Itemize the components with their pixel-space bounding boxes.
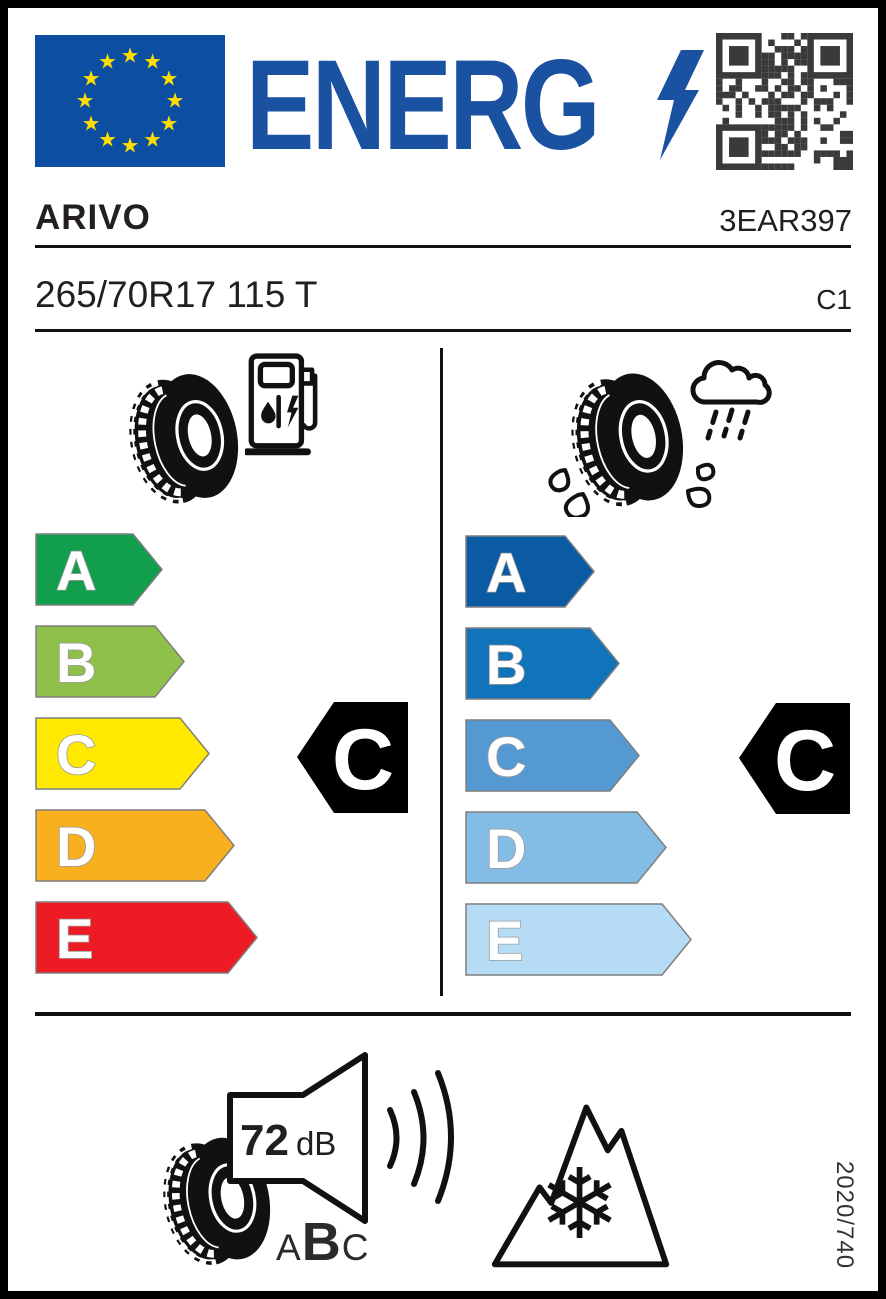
- wet-rating-letter: C: [773, 713, 837, 809]
- eu-star-icon: ★: [143, 128, 162, 152]
- wet-grade-letter-d: D: [486, 817, 527, 880]
- noise-level: [240, 1116, 336, 1166]
- fuel-grade-letter-b: B: [56, 631, 97, 694]
- noise-class-a: A: [276, 1227, 301, 1268]
- fuel-pump-icon: [245, 350, 329, 464]
- fuel-grade-b: [35, 625, 258, 698]
- fuel-rating-arrow: [297, 702, 408, 813]
- eu-star-icon: ★: [120, 134, 140, 158]
- eu-star-icon: ★: [143, 50, 162, 74]
- snow-mountain-icon: [485, 1090, 675, 1274]
- sound-waves-icon: [390, 1073, 451, 1201]
- splash-drop-icon: [566, 494, 588, 517]
- wet-grade-d: [465, 811, 692, 884]
- fuel-grade-a: [35, 533, 258, 606]
- noise-unit: dB: [295, 1125, 337, 1162]
- fuel-grade-c: [35, 717, 258, 790]
- eu-flag-icon: [35, 35, 225, 167]
- splash-drop-icon: [698, 465, 713, 480]
- fuel-grade-letter-e: E: [56, 907, 94, 970]
- eu-star-icon: ★: [159, 67, 179, 90]
- eu-star-icon: ★: [75, 89, 95, 113]
- rain-cloud-icon: [682, 350, 782, 446]
- wet-grade-c: [465, 719, 692, 792]
- divider-line-size: [35, 329, 851, 332]
- wet-grade-letter-b: B: [486, 633, 527, 696]
- wet-grade-letter-a: A: [486, 541, 527, 604]
- tire-class: C1: [816, 284, 852, 315]
- eu-star-icon: ★: [81, 67, 101, 90]
- snowflake-icon: ❄: [538, 1148, 621, 1262]
- regulation-number: 2020/740: [831, 1160, 858, 1270]
- center-divider-line: [440, 348, 443, 996]
- splash-drop-icon: [688, 489, 709, 506]
- fuel-grade-letter-a: A: [56, 539, 97, 602]
- fuel-grade-letter-d: D: [56, 815, 97, 878]
- energ-logo-text: ENERG: [246, 34, 599, 177]
- noise-value: 72: [240, 1116, 289, 1165]
- energy-bolt-icon: [654, 50, 706, 160]
- brand-name: ARIVO: [35, 198, 151, 237]
- wet-grade-letter-e: E: [486, 909, 524, 972]
- noise-class-c: C: [341, 1227, 369, 1268]
- noise-class-letters: [276, 1211, 368, 1273]
- eu-star-icon: ★: [120, 44, 140, 68]
- eu-star-icon: ★: [98, 50, 117, 74]
- qr-code-icon: [716, 33, 853, 170]
- tire-size: 265/70R17 115 T: [35, 274, 318, 315]
- wet-grip-scale: [465, 535, 692, 976]
- noise-class-b-active: B: [301, 1212, 341, 1272]
- eu-star-icon: ★: [165, 89, 185, 113]
- wet-grade-b: [465, 627, 692, 700]
- fuel-grade-letter-c: C: [56, 723, 97, 786]
- splash-drop-icon: [550, 470, 568, 490]
- fuel-grade-d: [35, 809, 258, 882]
- divider-line-top: [35, 245, 851, 248]
- eu-star-icon: ★: [159, 112, 179, 135]
- wet-grade-letter-c: C: [486, 725, 527, 788]
- label-id: 3EAR397: [719, 203, 852, 238]
- wet-rating-arrow: [739, 703, 850, 814]
- fuel-grade-e: [35, 901, 258, 974]
- divider-line-bottom: [35, 1012, 851, 1016]
- fuel-tire-icon: [126, 364, 240, 514]
- eu-star-icon: ★: [98, 128, 117, 152]
- eu-star-icon: ★: [81, 112, 101, 135]
- fuel-efficiency-scale: [35, 533, 258, 974]
- wet-grade-a: [465, 535, 692, 608]
- fuel-rating-letter: C: [331, 712, 395, 808]
- wet-grade-e: [465, 903, 692, 976]
